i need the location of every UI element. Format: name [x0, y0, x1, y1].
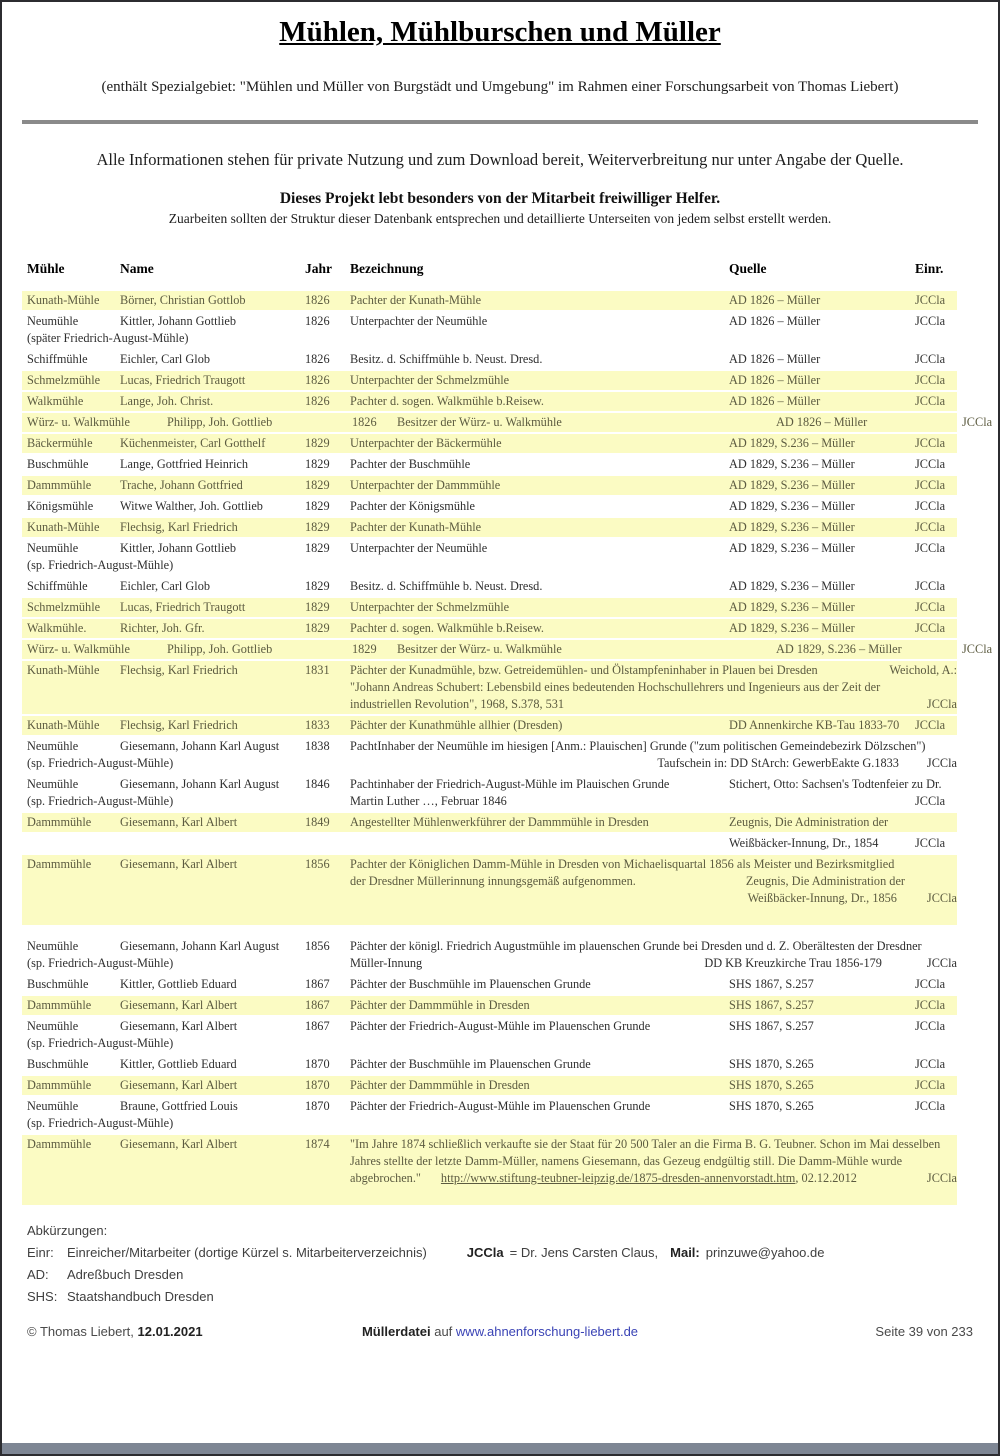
cell-bezeichnung: Unterpachter der Dammmühle	[350, 478, 501, 492]
cell-quelle: SHS 1867, S.257	[729, 1019, 814, 1033]
table-row	[22, 497, 957, 516]
contributor-code: JCCla	[466, 1245, 504, 1260]
cell-jahr	[305, 835, 350, 852]
cell-quelle: Stichert, Otto: Sachsen's Todtenfeier zu Dr.	[729, 777, 942, 791]
column-header-name: Name	[120, 261, 154, 276]
spacer	[350, 755, 657, 772]
abbr-line-shs	[27, 1289, 998, 1304]
cell-jahr: 1829	[305, 541, 330, 555]
cell-muehle: Buschmühle	[27, 457, 89, 471]
cell-bezeichnung: Pachter der Buschmühle	[350, 457, 471, 471]
cell-jahr: 1826	[352, 415, 377, 429]
cell-einr: JCCla	[915, 1057, 946, 1071]
cell-jahr: 1867	[305, 977, 330, 991]
abbr-key: SHS:	[27, 1289, 58, 1304]
cell-quelle: AD 1829, S.236 – Müller	[729, 621, 855, 635]
table-row	[22, 1097, 957, 1133]
cell-name: Eichler, Carl Glob	[120, 352, 210, 366]
cell-name: Trache, Johann Gottfried	[120, 478, 243, 492]
table-row	[22, 1017, 957, 1053]
cell-bezeichnung: Pachter der Kunath-Mühle	[350, 293, 482, 307]
table-row	[22, 350, 957, 369]
table-row	[22, 855, 957, 925]
cell-quelle: AD 1829, S.236 – Müller	[729, 579, 855, 593]
cell-bezeichnung: Pachter der Königsmühle	[350, 499, 475, 513]
cell-bezeichnung: Unterpachter der Schmelzmühle	[350, 373, 510, 387]
cell-name: Philipp, Joh. Gottlieb	[167, 642, 273, 656]
cell-muehle: Schiffmühle	[27, 352, 88, 366]
cell-einr: JCCla	[915, 499, 946, 513]
copyright-text	[27, 1324, 362, 1339]
cell-name: Philipp, Joh. Gottlieb	[167, 415, 273, 429]
cell-bezeichnung-quelle: Pächter der königl. Friedrich Augustmühle im plauenschen Grunde bei Dresden und d. Z. Oberältesten der Dresdner Müller-Innung DD KB Kreuzkirche Trau 1856-179 JCCla	[350, 939, 957, 970]
cell-muehle: Walkmühle.	[27, 621, 87, 635]
abbr-value: Staatshandbuch Dresden	[67, 1289, 214, 1304]
cell-einr: JCCla	[915, 541, 946, 555]
cell-quelle: AD 1829, S.236 – Müller	[776, 642, 902, 656]
cell-quelle: Zeugnis, Die Administration der	[729, 815, 889, 829]
cell-bezeichnung: Unterpachter der Neumühle	[350, 314, 488, 328]
column-header-bezeichnung: Bezeichnung	[350, 261, 424, 276]
cell-jahr: 1829	[305, 499, 330, 513]
cell-muehle: Kunath-Mühle	[27, 293, 100, 307]
table-row	[22, 937, 957, 973]
cell-name: Giesemann, Karl Albert	[120, 1137, 238, 1151]
table-row	[22, 518, 957, 537]
cell-bezeichnung: Pächter der Friedrich-August-Mühle im Plauenschen Grunde	[350, 1099, 651, 1113]
cell-einr: JCCla	[915, 314, 946, 328]
cell-name: Flechsig, Karl Friedrich	[120, 718, 238, 732]
page-edge-strip	[2, 1443, 998, 1454]
cell-einr: JCCla	[915, 718, 946, 732]
cell-muehle: Neumühle (sp. Friedrich-August-Mühle)	[27, 739, 174, 770]
cell-name: Kittler, Gottlieb Eduard	[120, 977, 237, 991]
cell-muehle: Kunath-Mühle	[27, 663, 100, 677]
cell-quelle: AD 1829, S.236 – Müller	[729, 457, 855, 471]
table-row	[22, 640, 993, 659]
page-number: Seite 39 von 233	[875, 1324, 973, 1339]
cell-einr: JCCla	[915, 373, 946, 387]
table-row	[22, 737, 957, 773]
cell-muehle: Dammmühle	[27, 478, 92, 492]
cell-quelle: AD 1829, S.236 – Müller	[729, 520, 855, 534]
table-row	[22, 834, 957, 853]
cell-einr: JCCla	[915, 600, 946, 614]
abbr-key: Einr:	[27, 1245, 54, 1260]
cell-einr: JCCla	[915, 457, 946, 471]
cell-name: Lucas, Friedrich Traugott	[120, 600, 246, 614]
cell-name: Flechsig, Karl Friedrich	[120, 663, 238, 677]
cell-name: Giesemann, Karl Albert	[120, 1019, 238, 1033]
abbr-line-einr	[27, 1245, 998, 1260]
cell-bezeichnung: Besitzer der Würz- u. Walkmühle	[397, 642, 562, 656]
cell-bezeichnung: Besitz. d. Schiffmühle b. Neust. Dresd.	[350, 352, 543, 366]
cell-quelle: AD 1826 – Müller	[729, 314, 821, 328]
cell-jahr: 1870	[305, 1057, 330, 1071]
cell-jahr: 1826	[305, 394, 330, 408]
copyright-date: 12.01.2021	[137, 1324, 203, 1339]
cell-bezeichnung: Besitzer der Würz- u. Walkmühle	[397, 415, 562, 429]
cell-name: Flechsig, Karl Friedrich	[120, 520, 238, 534]
cell-jahr: 1829	[305, 520, 330, 534]
cell-bezeichnung-quelle: PachtInhaber der Neumühle im hiesigen [Anm.: Plauischen] Grunde ("zum politischen Gemeindebezirk Dölzschen") Taufschein in: DD StArch: GewerbEakte G.1833 JCCla	[350, 739, 957, 770]
cell-jahr: 1867	[305, 998, 330, 1012]
page-subtitle: (enthält Spezialgebiet: "Mühlen und Müller von Burgstädt und Umgebung" im Rahmen einer Forschungsarbeit von Thomas Liebert)	[101, 79, 899, 95]
cell-jahr: 1826	[305, 373, 330, 387]
spacer	[350, 890, 748, 907]
mill-table-body	[22, 291, 993, 1205]
cell-jahr: 1838	[305, 739, 330, 753]
cell-quelle: SHS 1870, S.265	[729, 1078, 814, 1092]
cell-name: Giesemann, Johann Karl August	[120, 939, 280, 953]
cell-quelle: AD 1829, S.236 – Müller	[729, 478, 855, 492]
cell-name: Börner, Christian Gottlob	[120, 293, 246, 307]
cell-bezeichnung: Pachter d. sogen. Walkmühle b.Reisew.	[350, 394, 545, 408]
cell-bezeichnung-quelle: Pächter der Kunadmühle, bzw. Getreidemühlen- und Ölstampfeninhaber in Plauen bei Dresden Weichold, A.: "Johann Andreas Schubert: Lebensbild eines bedeutenden Hochschullehrers und Ingenieurs aus der Zeit der industriellen Revolution", 1968, S.378, 531 JCCla	[350, 663, 957, 711]
abbr-line-ad	[27, 1267, 998, 1282]
spacer	[658, 1245, 670, 1260]
cell-jahr: 1870	[305, 1078, 330, 1092]
column-header-einr: Einr.	[915, 261, 944, 276]
cell-jahr: 1829	[305, 478, 330, 492]
cell-einr: JCCla	[915, 794, 946, 808]
cell-name: Richter, Joh. Gfr.	[120, 621, 205, 635]
cell-bezeichnung: Pachter d. sogen. Walkmühle b.Reisew.	[350, 621, 545, 635]
cell-name: Giesemann, Johann Karl August	[120, 739, 280, 753]
cell-einr: JCCla	[915, 1019, 946, 1033]
cell-quelle: AD 1826 – Müller	[776, 415, 868, 429]
cell-quelle: SHS 1867, S.257	[729, 998, 814, 1012]
cell-muehle	[22, 835, 120, 852]
contributor-name: = Dr. Jens Carsten Claus,	[509, 1245, 659, 1260]
table-row	[22, 455, 957, 474]
cell-bezeichnung	[350, 835, 729, 852]
cell-einr: JCCla	[915, 1099, 946, 1113]
cell-einr: JCCla	[915, 998, 946, 1012]
cell-name: Giesemann, Karl Albert	[120, 1078, 238, 1092]
cell-muehle: Dammmühle	[27, 998, 92, 1012]
table-row	[22, 661, 957, 714]
cell-muehle: Dammmühle	[27, 815, 92, 829]
cell-bezeichnung: Pächter der Dammmühle in Dresden	[350, 998, 530, 1012]
cell-muehle: Walkmühle	[27, 394, 84, 408]
table-row	[22, 291, 957, 310]
project-appeal: Dieses Projekt lebt besonders von der Mitarbeit freiwilliger Helfer.	[279, 190, 721, 207]
table-row	[22, 619, 957, 638]
cell-einr: JCCla	[962, 415, 993, 429]
copyright-name: © Thomas Liebert,	[27, 1324, 134, 1339]
cell-jahr: 1829	[305, 600, 330, 614]
cell-name: Küchenmeister, Carl Gotthelf	[120, 436, 266, 450]
cell-muehle: Neumühle (sp. Friedrich-August-Mühle)	[27, 1099, 174, 1130]
column-header-quelle: Quelle	[729, 261, 767, 276]
table-row	[22, 716, 957, 735]
website-link[interactable]: www.ahnenforschung-liebert.de	[455, 1324, 639, 1339]
cell-muehle: Königsmühle	[27, 499, 94, 513]
cell-name: Lucas, Friedrich Traugott	[120, 373, 246, 387]
footer-center-mid: auf	[434, 1324, 453, 1339]
cell-muehle: Schmelzmühle	[27, 373, 101, 387]
email-text: prinzuwe@yahoo.de	[705, 1245, 825, 1260]
cell-jahr: 1849	[305, 815, 330, 829]
cell-einr: JCCla	[915, 977, 946, 991]
cell-name: Witwe Walther, Joh. Gottlieb	[120, 499, 263, 513]
cell-muehle: Neumühle (sp. Friedrich-August-Mühle)	[27, 777, 174, 808]
source-link[interactable]: http://www.stiftung-teubner-leipzig.de/1875-dresden-annenvorstadt.htm	[440, 1171, 796, 1185]
column-header-jahr: Jahr	[305, 261, 332, 276]
cell-einr: JCCla	[915, 836, 946, 850]
cell-jahr: 1856	[305, 939, 330, 953]
table-row	[22, 476, 957, 495]
cell-einr: JCCla	[915, 478, 946, 492]
cell-bezeichnung: Pächter der Buschmühle im Plauenschen Grunde	[350, 1057, 591, 1071]
table-row	[22, 598, 957, 617]
cell-muehle: Würz- u. Walkmühle	[27, 642, 130, 656]
table-row	[22, 312, 957, 348]
table-row	[22, 413, 993, 432]
cell-jahr: 1846	[305, 777, 330, 791]
cell-einr	[915, 814, 957, 831]
cell-jahr: 1829	[352, 642, 377, 656]
cell-muehle: Neumühle (später Friedrich-August-Mühle)	[27, 314, 189, 345]
table-row	[22, 975, 957, 994]
cell-name: Giesemann, Karl Albert	[120, 998, 238, 1012]
spacer	[818, 662, 890, 679]
abbr-value: Adreßbuch Dresden	[67, 1267, 184, 1282]
cell-jahr: 1874	[305, 1137, 330, 1151]
footer-center	[362, 1324, 638, 1339]
spacer	[422, 955, 704, 972]
cell-jahr: 1826	[305, 352, 330, 366]
cell-muehle: Schmelzmühle	[27, 600, 101, 614]
table-row	[22, 371, 957, 390]
cell-quelle: AD 1826 – Müller	[729, 352, 821, 366]
cell-einr: JCCla	[915, 1078, 946, 1092]
mail-label: Mail:	[670, 1245, 700, 1260]
cell-quelle: AD 1826 – Müller	[729, 293, 821, 307]
spacer	[421, 1170, 441, 1187]
cell-einr: JCCla	[915, 293, 946, 307]
column-header-muehle: Mühle	[27, 261, 65, 276]
cell-muehle: Neumühle (sp. Friedrich-August-Mühle)	[27, 541, 174, 572]
table-row	[22, 1135, 957, 1205]
cell-quelle: SHS 1870, S.265	[729, 1099, 814, 1113]
cell-bezeichnung: Pächter der Kunathmühle allhier (Dresden)	[350, 718, 563, 732]
cell-bezeichnung: Unterpachter der Schmelzmühle	[350, 600, 510, 614]
cell-bezeichnung: Unterpachter der Neumühle	[350, 541, 488, 555]
table-row	[22, 434, 957, 453]
cell-name: Eichler, Carl Glob	[120, 579, 210, 593]
cell-muehle: Würz- u. Walkmühle	[27, 415, 130, 429]
usage-notice: Alle Informationen stehen für private Nutzung und zum Download bereit, Weiterverbreitung nur unter Angabe der Quelle.	[96, 150, 904, 169]
cell-einr: JCCla	[915, 621, 946, 635]
cell-einr: JCCla	[915, 394, 946, 408]
cell-einr: JCCla	[915, 352, 946, 366]
cell-bezeichnung: Unterpachter der Bäckermühle	[350, 436, 502, 450]
cell-quelle: Weißbäcker-Innung, Dr., 1854	[729, 836, 879, 850]
table-row	[22, 1076, 957, 1095]
cell-jahr: 1829	[305, 621, 330, 635]
cell-bezeichnung: Angestellter Mühlenwerkführer der Dammmühle in Dresden	[350, 815, 649, 829]
cell-bezeichnung-quelle: "Im Jahre 1874 schließlich verkaufte sie der Staat für 20 500 Taler an die Firma B. G. Teubner. Schon im Mai desselben Jahres stellte der letzte Damm-Müller, namens Giesemann, das Gezeug endgültig still. Die Damm-Mühle wurde abgebrochen." http://www.stiftung-teubner-leipzig.de/1875-dresden-annenvorstadt.htm , 02.12.2012 JCCla	[350, 1137, 957, 1185]
cell-jahr: 1867	[305, 1019, 330, 1033]
cell-einr: JCCla	[915, 436, 946, 450]
table-row	[22, 775, 957, 811]
spacer	[636, 873, 746, 890]
cell-muehle: Neumühle (sp. Friedrich-August-Mühle)	[27, 939, 174, 970]
cell-quelle: AD 1826 – Müller	[729, 394, 821, 408]
project-appeal-sub: Zuarbeiten sollten der Struktur dieser Datenbank entsprechen und detaillierte Unterseiten von jedem selbst erstellt werden.	[168, 211, 832, 226]
cell-muehle: Dammmühle	[27, 857, 92, 871]
cell-muehle: Bäckermühle	[27, 436, 93, 450]
spacer	[905, 873, 957, 890]
spacer	[427, 1245, 467, 1260]
page-footer	[27, 1324, 973, 1339]
table-row	[22, 813, 957, 832]
cell-name: Giesemann, Johann Karl August	[120, 777, 280, 791]
cell-muehle: Kunath-Mühle	[27, 718, 100, 732]
cell-muehle: Buschmühle	[27, 1057, 89, 1071]
cell-jahr: 1833	[305, 718, 330, 732]
cell-bezeichnung: Besitz. d. Schiffmühle b. Neust. Dresd.	[350, 579, 543, 593]
cell-jahr: 1829	[305, 436, 330, 450]
cell-name: Giesemann, Karl Albert	[120, 857, 238, 871]
cell-muehle: Buschmühle	[27, 977, 89, 991]
table-row	[22, 996, 957, 1015]
page-title: Mühlen, Mühlburschen und Müller	[279, 16, 721, 48]
cell-bezeichnung: Pächter der Buschmühle im Plauenschen Grunde	[350, 977, 591, 991]
muellerdatei-label: Müllerdatei	[361, 1324, 431, 1339]
cell-einr: JCCla	[915, 579, 946, 593]
cell-name: Kittler, Gottlieb Eduard	[120, 1057, 237, 1071]
cell-bezeichnung-quelle: Pachter der Königlichen Damm-Mühle in Dresden von Michaelisquartal 1856 als Meister und Bezirksmitglied der Dresdner Müllerinnung innungsgemäß aufgenommen. Zeugnis, Die Administration der Weißbäcker-Innung, Dr., 1856 JCCla	[350, 857, 957, 905]
cell-jahr: 1870	[305, 1099, 330, 1113]
cell-quelle: AD 1829, S.236 – Müller	[729, 436, 855, 450]
cell-muehle: Neumühle (sp. Friedrich-August-Mühle)	[27, 1019, 174, 1050]
table-row	[22, 577, 957, 596]
cell-name: Giesemann, Karl Albert	[120, 815, 238, 829]
cell-name: Kittler, Johann Gottlieb	[120, 314, 236, 328]
cell-quelle: AD 1829, S.236 – Müller	[729, 600, 855, 614]
abbr-key: AD:	[27, 1267, 49, 1282]
cell-quelle: SHS 1867, S.257	[729, 977, 814, 991]
cell-jahr: 1831	[305, 663, 330, 677]
cell-muehle: Kunath-Mühle	[27, 520, 100, 534]
cell-quelle: DD Annenkirche KB-Tau 1833-70	[729, 718, 900, 732]
abbreviations-title: Abkürzungen:	[27, 1223, 108, 1238]
cell-bezeichnung: Pächter der Friedrich-August-Mühle im Plauenschen Grunde	[350, 1019, 651, 1033]
table-row	[22, 1055, 957, 1074]
spacer	[897, 890, 927, 907]
cell-quelle: SHS 1870, S.265	[729, 1057, 814, 1071]
abbreviations-block	[27, 1223, 998, 1304]
cell-jahr: 1826	[305, 314, 330, 328]
cell-name: Lange, Joh. Christ.	[120, 394, 214, 408]
spacer	[899, 755, 927, 772]
cell-muehle: Schiffmühle	[27, 579, 88, 593]
cell-jahr: 1826	[305, 293, 330, 307]
cell-quelle: AD 1826 – Müller	[729, 373, 821, 387]
cell-einr: JCCla	[962, 642, 993, 656]
table-row	[22, 539, 957, 575]
cell-name	[120, 835, 305, 852]
cell-bezeichnung: Pächter der Dammmühle in Dresden	[350, 1078, 530, 1092]
table-header	[22, 261, 998, 277]
cell-jahr: 1829	[305, 457, 330, 471]
cell-name: Kittler, Johann Gottlieb	[120, 541, 236, 555]
divider-rule	[22, 120, 978, 124]
cell-name: Lange, Gottfried Heinrich	[120, 457, 249, 471]
cell-einr: JCCla	[915, 520, 946, 534]
cell-quelle: AD 1829, S.236 – Müller	[729, 499, 855, 513]
spacer	[857, 1170, 927, 1187]
cell-bezeichnung: Pachter der Kunath-Mühle	[350, 520, 482, 534]
cell-quelle: AD 1829, S.236 – Müller	[729, 541, 855, 555]
cell-muehle: Dammmühle	[27, 1078, 92, 1092]
cell-name: Braune, Gottfried Louis	[120, 1099, 238, 1113]
cell-jahr: 1829	[305, 579, 330, 593]
cell-bezeichnung: Pachtinhaber der Friedrich-August-Mühle im Plauischen Grunde Martin Luther …, Februar 1846	[350, 777, 670, 808]
spacer	[564, 696, 927, 713]
spacer	[882, 955, 927, 972]
cell-muehle: Dammmühle	[27, 1137, 92, 1151]
table-row	[22, 392, 957, 411]
abbr-value: Einreicher/Mitarbeiter (dortige Kürzel s. Mitarbeiterverzeichnis)	[67, 1245, 427, 1260]
cell-jahr: 1856	[305, 857, 330, 871]
